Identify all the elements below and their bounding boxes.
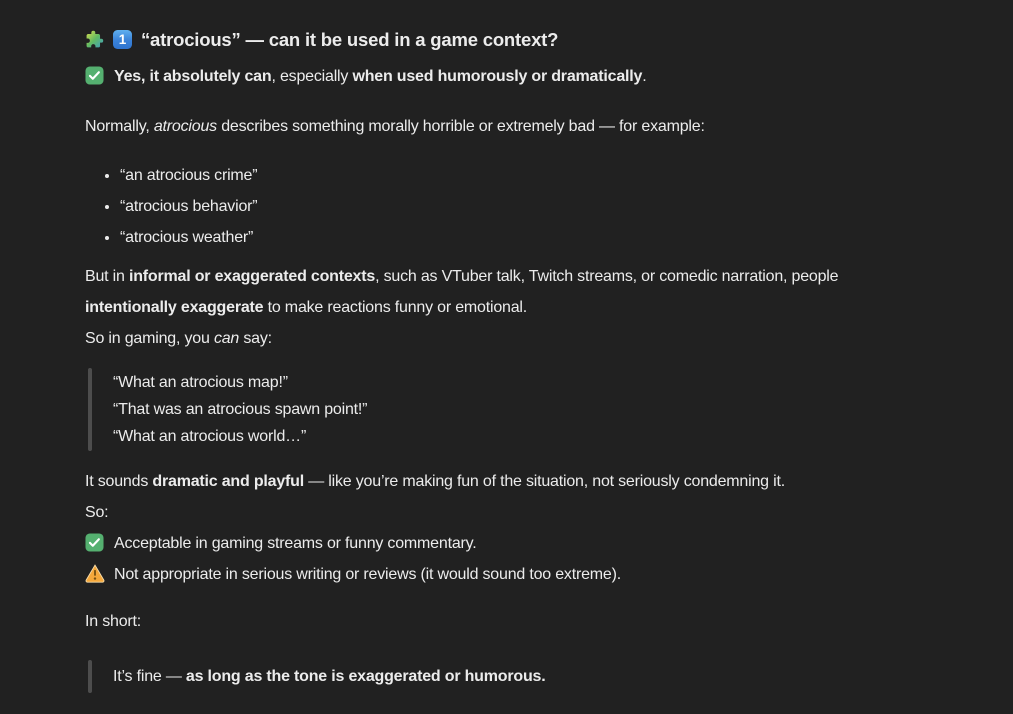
list-item: • “atrocious behavior” bbox=[120, 191, 1005, 222]
warning-icon bbox=[85, 563, 105, 583]
keycap-one-icon: 1 bbox=[113, 30, 132, 49]
quote-line: “What an atrocious map!” bbox=[113, 374, 288, 391]
list-item: • “an atrocious crime” bbox=[120, 160, 1005, 191]
quote-line: It’s fine — as long as the tone is exaggerated or humorous. bbox=[113, 668, 546, 685]
puzzle-piece-icon bbox=[85, 30, 104, 49]
quote-line: “What an atrocious world…” bbox=[113, 428, 307, 445]
message-heading bbox=[85, 26, 1005, 53]
so-in-gaming-line: So in gaming, you can say: bbox=[85, 330, 272, 347]
so-label: So: bbox=[85, 504, 109, 521]
not-appropriate-line bbox=[85, 559, 1005, 590]
quote-line: “That was an atrocious spawn point!” bbox=[113, 401, 368, 418]
conclusion-quote-block bbox=[85, 659, 1005, 694]
acceptable-line bbox=[85, 528, 1005, 559]
heading-text: “atrocious” — can it be used in a game context? bbox=[141, 29, 559, 50]
check-mark-icon bbox=[85, 66, 104, 85]
in-short-label: In short: bbox=[85, 613, 142, 630]
example-list bbox=[85, 160, 1005, 253]
acceptable-text: Acceptable in gaming streams or funny commentary. bbox=[114, 535, 477, 552]
verdict-text: Yes, it absolutely can, especially when used humorously or dramatically. bbox=[114, 68, 647, 85]
gaming-quote-block bbox=[85, 367, 1005, 452]
but-in-paragraph: But in informal or exaggerated contexts, such as VTuber talk, Twitch streams, or comedic narration, people intentionally exaggerate to make reactions funny or emotional. bbox=[85, 268, 839, 316]
it-sounds-paragraph: It sounds dramatic and playful — like you’re making fun of the situation, not seriously condemning it. bbox=[85, 473, 785, 490]
check-mark-icon bbox=[85, 533, 104, 552]
list-item: • “atrocious weather” bbox=[120, 222, 1005, 253]
not-appropriate-text: Not appropriate in serious writing or reviews (it would sound too extreme). bbox=[114, 566, 622, 583]
verdict-line bbox=[85, 61, 1005, 92]
normally-paragraph: Normally, atrocious describes something morally horrible or extremely bad — for example: bbox=[85, 118, 705, 135]
